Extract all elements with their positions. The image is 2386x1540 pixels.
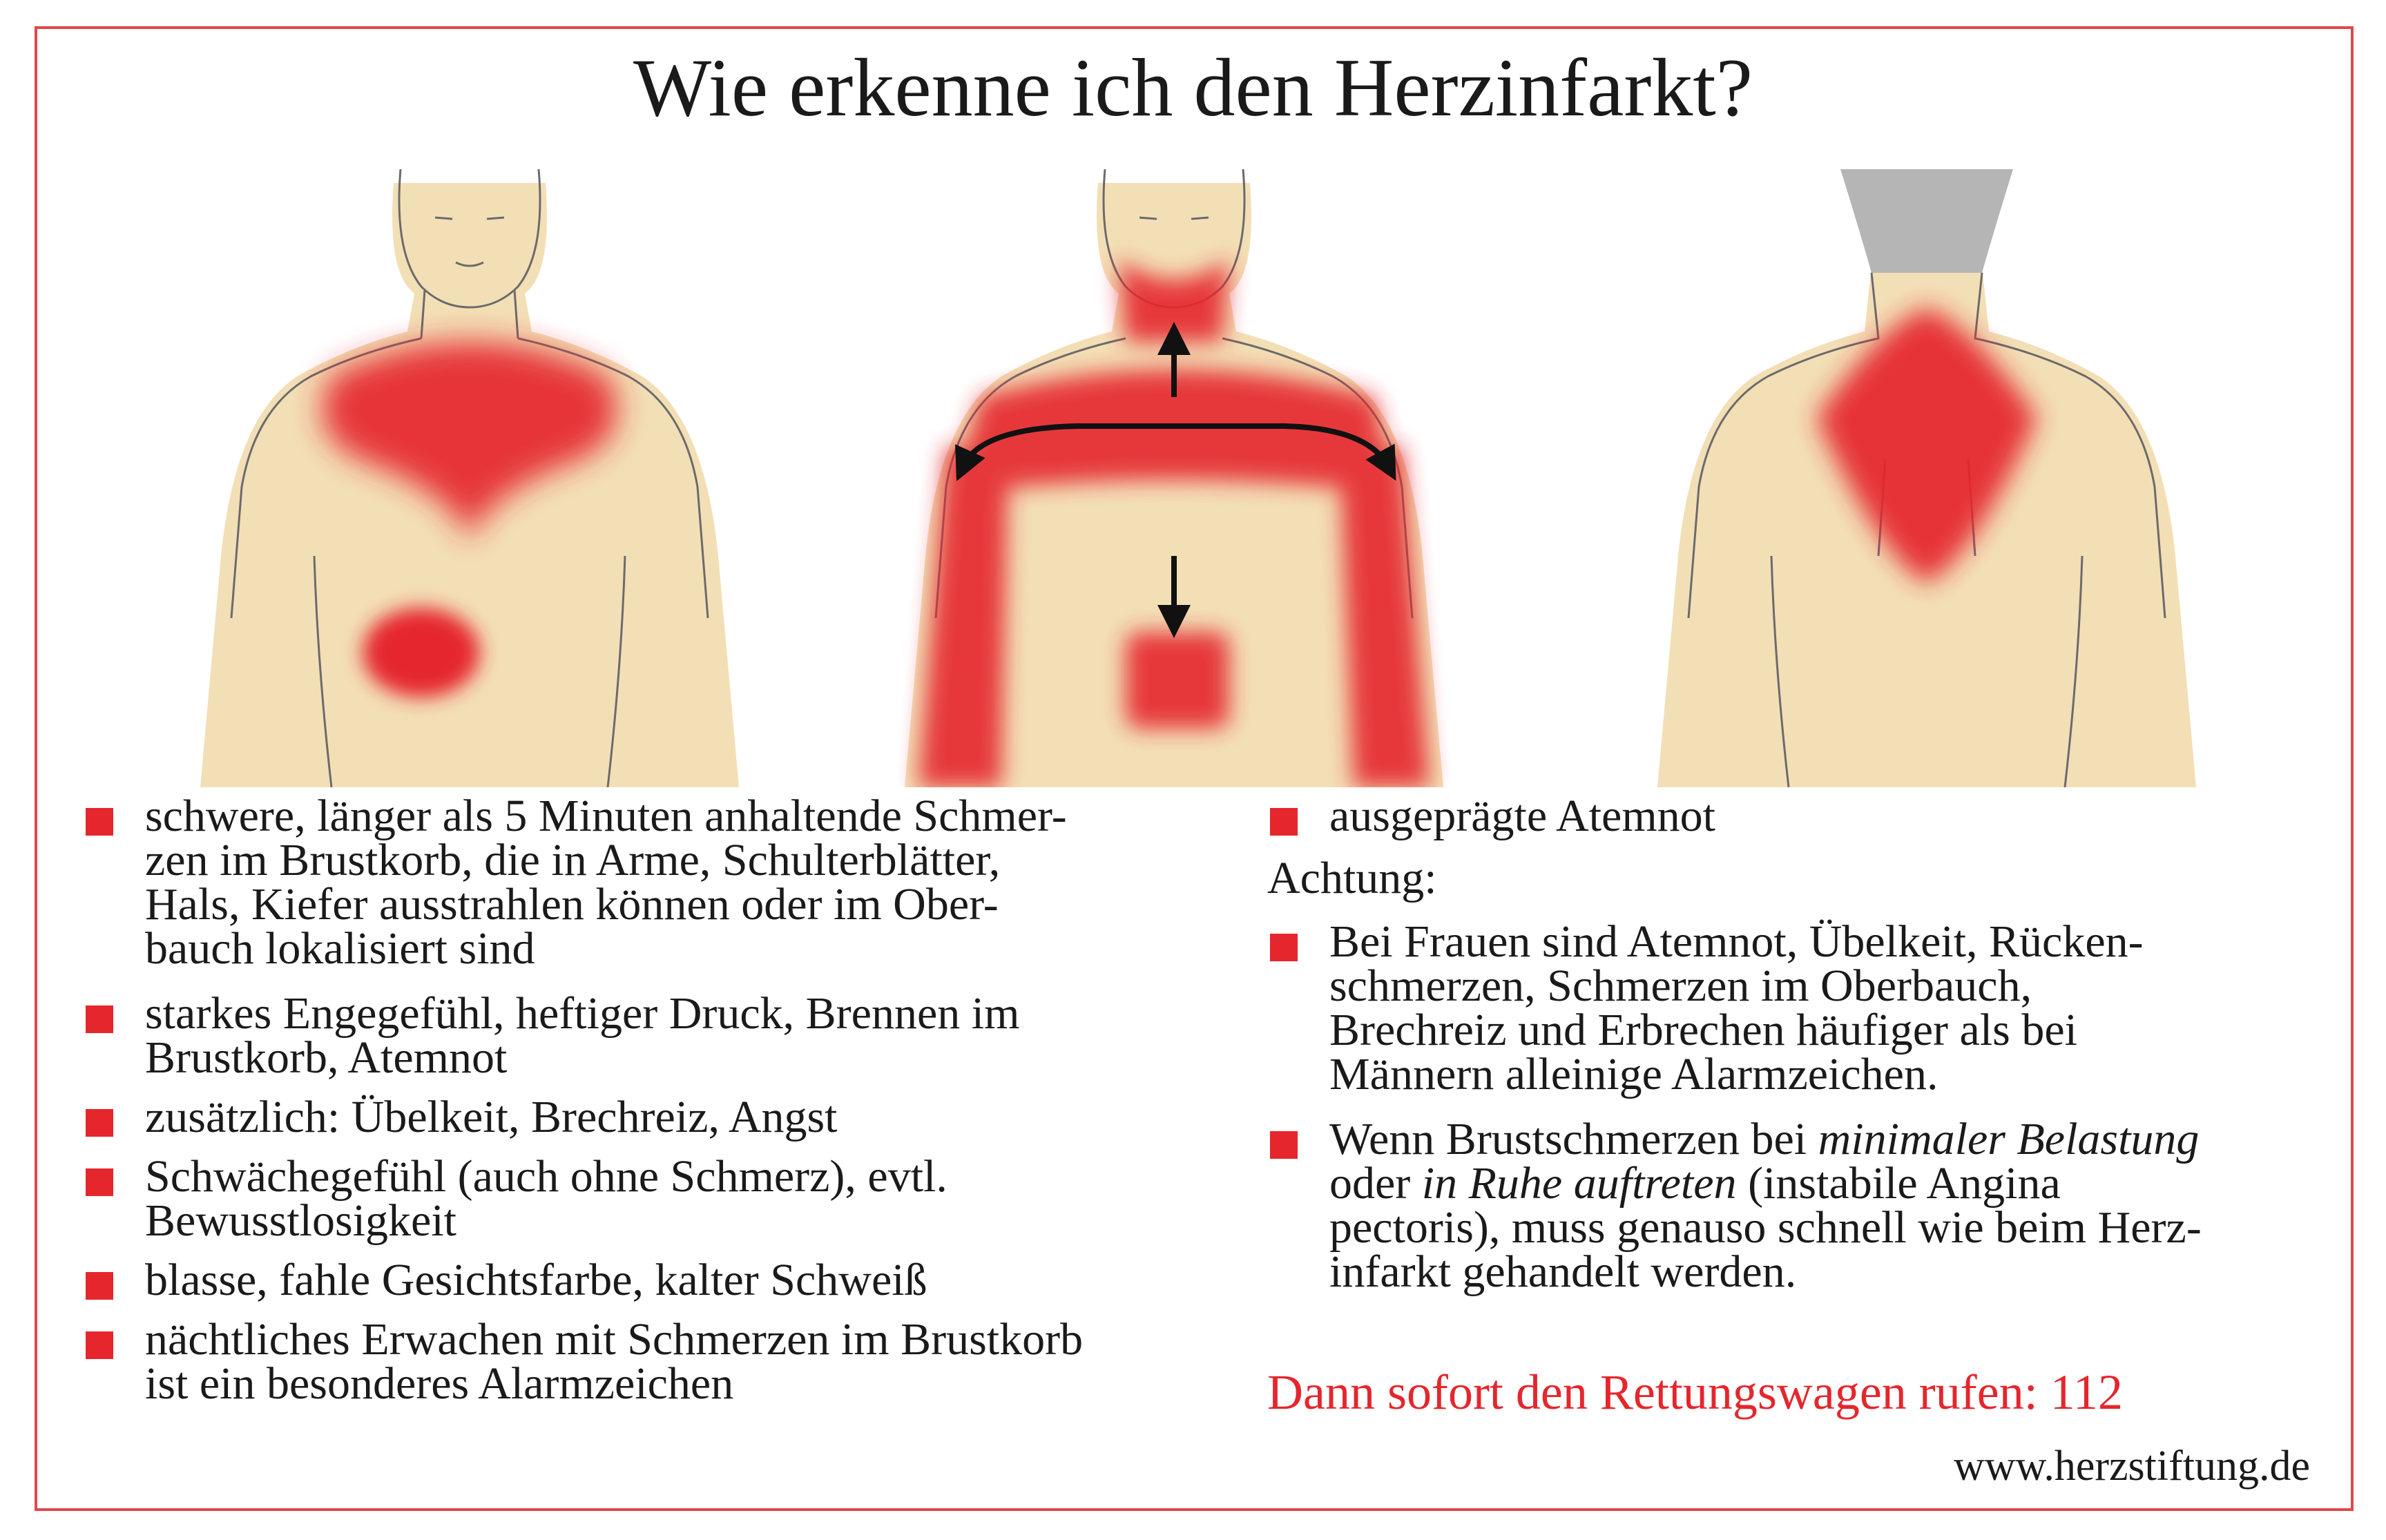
symptom-text: ausgeprägte Atemnot	[1329, 791, 1716, 841]
list-item	[83, 1255, 1215, 1305]
symptom-text: zusätzlich: Übelkeit, Brechreiz, Angst	[145, 1092, 838, 1142]
angina-text-part: oder	[1329, 1158, 1411, 1209]
bullet-square-icon	[1270, 1131, 1298, 1159]
list-item	[83, 791, 1215, 974]
bullet-square-icon	[86, 1331, 113, 1359]
symptom-text: starkes Engegefühl, heftiger Druck, Brennen im Brustkorb, Atemnot	[145, 988, 1020, 1083]
torso-back-illustration	[1651, 169, 2203, 787]
angina-text-part: Wenn Brustschmerzen bei	[1329, 1114, 1818, 1164]
stomach-pain-area	[363, 608, 480, 697]
bullet-square-icon	[86, 1272, 113, 1300]
torso-front-icon	[193, 169, 746, 787]
angina-emphasis: minimaler Belastung	[1818, 1114, 2200, 1164]
bullet-square-icon	[1270, 934, 1298, 961]
torso-radiating-illustration	[898, 169, 1450, 787]
list-item	[1267, 916, 2345, 1099]
angina-text-part: (instabile Angina pectoris), muss genauso schnell wie beim Herz- infarkt gehandelt werden.	[1329, 1158, 2202, 1297]
page-title: Wie erkenne ich den Herzinfarkt?	[633, 41, 1753, 133]
women-symptoms-text: Bei Frauen sind Atemnot, Übelkeit, Rücken- schmerzen, Schmerzen im Oberbauch, Brechreiz und Erbrechen häufiger als bei Männern alleinige Alarmzeichen.	[1329, 916, 2144, 1099]
torso-radiating-icon	[898, 169, 1450, 787]
list-item	[83, 1151, 1215, 1246]
torso-front-illustration	[193, 169, 746, 787]
symptom-text: schwere, länger als 5 Minuten anhaltende Schmer- zen im Brustkorb, die in Arme, Schulterblätter, Hals, Kiefer ausstrahlen können oder im Ober- bauch lokalisiert sind	[145, 791, 1067, 974]
symptom-list-left	[83, 791, 1215, 1409]
list-item	[83, 1314, 1215, 1409]
bullet-square-icon	[86, 808, 113, 836]
warning-label: Achtung:	[1267, 853, 1437, 903]
torso-back-icon	[1651, 169, 2203, 787]
call-to-action: Dann sofort den Rettungswagen rufen: 112	[1267, 1365, 2124, 1420]
list-item	[83, 1092, 1215, 1142]
bullet-square-icon	[1270, 808, 1298, 836]
symptom-text: Schwächegefühl (auch ohne Schmerz), evtl. Bewusstlosigkeit	[145, 1151, 947, 1246]
bullet-square-icon	[86, 1109, 113, 1137]
symptom-text: nächtliches Erwachen mit Schmerzen im Brustkorb ist ein besonderes Alarmzeichen	[145, 1314, 1084, 1409]
symptom-list-right	[1267, 791, 2345, 1297]
angina-emphasis: in Ruhe auftreten	[1421, 1158, 1737, 1209]
list-item	[1267, 1114, 2345, 1297]
list-item	[83, 988, 1215, 1083]
bullet-square-icon	[86, 1168, 113, 1196]
angina-text	[1329, 1114, 2345, 1297]
website-link[interactable]: www.herzstiftung.de	[1954, 1443, 2310, 1490]
list-item	[1267, 791, 2345, 841]
bullet-square-icon	[86, 1005, 113, 1033]
symptom-text: blasse, fahle Gesichtsfarbe, kalter Schweiß	[145, 1255, 927, 1305]
